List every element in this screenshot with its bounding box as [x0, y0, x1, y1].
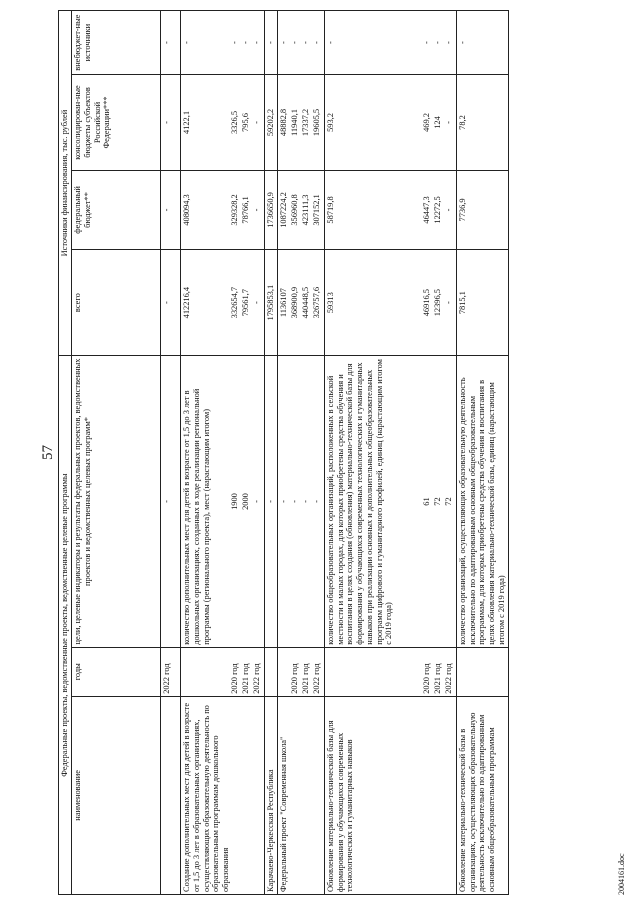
row-extra: -	[161, 11, 181, 75]
goal-text: количество общеобразовательных организаций, расположенных в сельской местности и малых городах, для которых приобретены средства обучения и воспитания в целях создания (обновления) материально-технической базы для формирования у обучающихся современных технологических и гуманитарных навыков при реализации основных и дополнительных общеобразовательных программ цифрового и гуманитарного профилей, единиц (нарастающим итогом с 2019 года)	[325, 359, 394, 645]
row-federal: -	[161, 170, 181, 249]
row-federal: 58719,8 46447,3 12272,5 -	[324, 170, 456, 249]
row-years: 2020 год 2021 год 2022 год	[324, 647, 456, 696]
col-header-federal: федеральный бюджет**	[72, 170, 161, 249]
row-total: 1795853,1	[265, 250, 278, 356]
row-regional: 78,2	[456, 75, 508, 171]
row-name	[161, 696, 181, 894]
row-goals: количество организаций, осуществляющих образовательную деятельность исключительно по адаптированным основным общеобразовательным программам, для которых приобретены средства обучения и воспитания в целях обновления материально-технической базы, единиц (нарастающим итогом с 2019 года)	[456, 356, 508, 648]
col-header-years: годы	[72, 647, 161, 696]
row-name: Обновление материально-технической базы в организациях, осуществляющих образовательную деятельность исключительно по адаптированным основным общеобразовательным программам	[456, 696, 508, 894]
row-regional: 48882,8 11940,1 17337,2 19605,5	[277, 75, 324, 171]
col-header-goals: цели, целевые индикаторы и результаты федеральных проектов, ведомственных проектов и ведомственных целевых программ*	[72, 356, 161, 648]
table-row	[265, 11, 278, 895]
row-total: 59313 46916,5 12396,5 -	[324, 250, 456, 356]
row-goals: - - - -	[277, 356, 324, 648]
row-year: 2022 год	[161, 647, 181, 696]
row-federal: 7736,9	[456, 170, 508, 249]
row-regional: 593,2 469,2 124 -	[324, 75, 456, 171]
page-number: 57	[40, 445, 56, 460]
row-name: Создание дополнительных мест для детей в возрасте от 1,5 до 3 лет в образовательных организациях, осуществляющих образовательную деятельность по образовательным программам дошкольного образования	[181, 696, 265, 894]
row-extra: -	[265, 11, 278, 75]
col-header-regional: консолидирован-ные бюджеты субъектов Российской Федерации***	[72, 75, 161, 171]
col-header-name: наименование	[72, 696, 161, 894]
table-row	[324, 11, 456, 895]
row-regional: -	[161, 75, 181, 171]
row-total: 7815,1	[456, 250, 508, 356]
row-goals: количество общеобразовательных организаций, расположенных в сельской местности и малых городах, для которых приобретены средства обучения и воспитания в целях создания (обновления) материально-технической базы для формирования у обучающихся современных технологических и гуманитарных навыков при реализации основных и дополнительных общеобразовательных программ цифрового и гуманитарного профилей, единиц (нарастающим итогом с 2019 года) 61 72 72	[324, 356, 456, 648]
row-regional: 59202,2	[265, 75, 278, 171]
row-years	[456, 647, 508, 696]
row-federal: 408094,3 329328,2 78766,1 -	[181, 170, 265, 249]
row-extra: - - - -	[324, 11, 456, 75]
doc-filename: 2004161.doc	[617, 853, 626, 895]
col-header-extra: внебюджет-ные источники	[72, 11, 161, 75]
row-name: Федеральный проект "Современная школа"	[277, 696, 324, 894]
row-extra: - - - -	[277, 11, 324, 75]
col-header-total: всего	[72, 250, 161, 356]
row-total: 1136107 368900,9 440448,5 326757,6	[277, 250, 324, 356]
header-group-funding: Источники финансирования, тыс. рублей	[59, 11, 72, 356]
row-years	[265, 647, 278, 696]
table-row	[456, 11, 508, 895]
row-federal: 1087224,2 356960,8 423111,3 307152,1	[277, 170, 324, 249]
row-regional: 4122,1 3326,5 795,6 -	[181, 75, 265, 171]
row-years: 2020 год 2021 год 2022 год	[277, 647, 324, 696]
table-row	[181, 11, 265, 895]
row-name: Карачаево-Черкесская Республика	[265, 696, 278, 894]
header-group-projects: Федеральные проекты, ведомственные проекты, ведомственные целевые программы	[59, 356, 72, 895]
row-goals: количество дополнительных мест для детей в возрасте от 1,5 до 3 лет в дошкольных организациях, созданных в ходе реализации региональной программы (регионального проекта), мест (нарастающим итогом) 1900 2000 -	[181, 356, 265, 648]
row-federal: 1736650,9	[265, 170, 278, 249]
row-years: 2020 год 2021 год 2022 год	[181, 647, 265, 696]
row-name: Обновление материально-технической базы для формирования у обучающихся современных технологических и гуманитарных навыков	[324, 696, 456, 894]
funding-table	[58, 10, 509, 895]
row-total: 412216,4 332654,7 79561,7 -	[181, 250, 265, 356]
goal-text: количество дополнительных мест для детей в возрасте от 1,5 до 3 лет в дошкольных организациях, созданных в ходе реализации региональной программы (регионального проекта), мест (нарастающим итогом)	[182, 388, 211, 645]
row-goals: -	[265, 356, 278, 648]
row-total: -	[161, 250, 181, 356]
row-extra: - - - -	[181, 11, 265, 75]
table-row	[161, 11, 181, 895]
row-goal-value: -	[161, 356, 181, 648]
table-row	[277, 11, 324, 895]
row-extra: -	[456, 11, 508, 75]
